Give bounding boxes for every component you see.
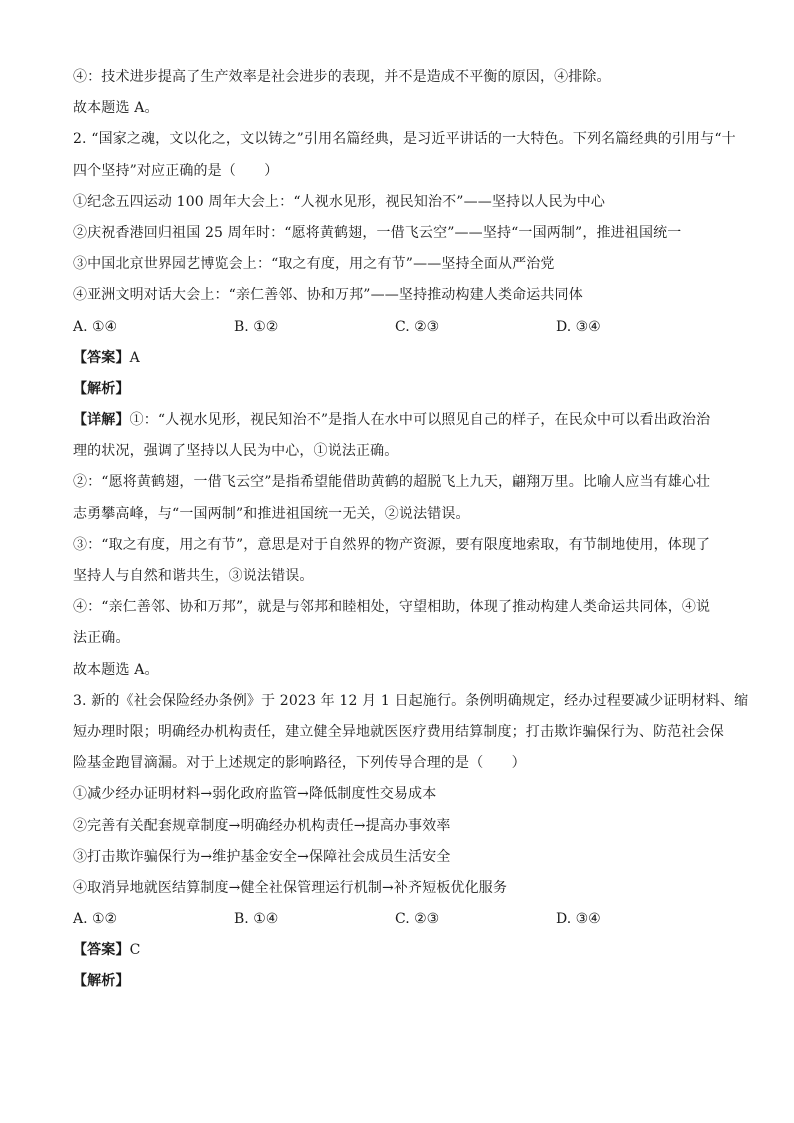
option-c: C. ②③ bbox=[395, 318, 440, 335]
option-c: C. ②③ bbox=[395, 911, 440, 928]
answer-tag: 【答案】 bbox=[73, 349, 130, 366]
analysis-line bbox=[73, 374, 723, 405]
answer-line bbox=[73, 343, 723, 374]
answer-value: A bbox=[129, 349, 140, 366]
detail-text: ①：“人视水见形，视民知治不”是指人在水中可以照见自己的样子，在民众中可以看出政治治 bbox=[129, 412, 711, 429]
question-2-options bbox=[73, 312, 723, 343]
question-2-stem: 2. “国家之魂，文以化之，文以铸之”引用名篇经典，是习近平讲话的一大特色。下列名篇经典的引用与“十 bbox=[73, 131, 736, 148]
statement-4: ④取消异地就医结算制度→健全社保管理运行机制→补齐短板优化服务 bbox=[73, 879, 508, 896]
detail-tag: 【详解】 bbox=[73, 412, 130, 429]
text-line: ④：技术进步提高了生产效率是社会进步的表现，并不是造成不平衡的原因，④排除。 bbox=[73, 69, 611, 85]
detail-text: ④：“亲仁善邻、协和万邦”，就是与邻邦和睦相处，守望相助，体现了推动构建人类命运共同体，④说 bbox=[73, 599, 711, 616]
question-3-stem: 3. 新的《社会保险经办条例》于 2023 年 12 月 1 日起施行。条例明确规定，经办过程要减少证明材料、缩 bbox=[73, 692, 749, 709]
statement-1: ①减少经办证明材料→弱化政府监管→降低制度性交易成本 bbox=[73, 786, 437, 803]
question-3-stem-cont: 险基金跑冒滴漏。对于上述规定的影响路径，下列传导合理的是（ ） bbox=[73, 755, 526, 772]
answer-tag: 【答案】 bbox=[73, 942, 130, 959]
analysis-tag: 【解析】 bbox=[73, 973, 130, 990]
detail-text: 坚持人与自然和谐共生，③说法错误。 bbox=[73, 568, 314, 584]
statement-4: ④亚洲文明对话大会上：“亲仁善邻、协和万邦”——坚持推动构建人类命运共同体 bbox=[73, 287, 583, 304]
document-page bbox=[73, 62, 749, 998]
answer-value: C bbox=[129, 942, 141, 959]
text-line: 故本题选 A。 bbox=[73, 100, 159, 117]
detail-text: 志勇攀高峰，与“一国两制”和推进祖国统一无关，②说法错误。 bbox=[73, 505, 470, 522]
question-3-stem-cont: 短办理时限；明确经办机构责任，建立健全异地就医医疗费用结算制度；打击欺诈骗保行为、防范社会保 bbox=[73, 723, 724, 740]
option-b: B. ①② bbox=[234, 318, 279, 335]
analysis-tag: 【解析】 bbox=[73, 380, 130, 397]
statement-3: ③打击欺诈骗保行为→维护基金安全→保障社会成员生活安全 bbox=[73, 848, 451, 865]
detail-text: 理的状况，强调了坚持以人民为中心，①说法正确。 bbox=[73, 443, 399, 460]
statement-2: ②完善有关配套规章制度→明确经办机构责任→提高办事效率 bbox=[73, 817, 451, 834]
question-2-stem-cont: 四个坚持”对应正确的是（ ） bbox=[73, 162, 279, 179]
question-3-options bbox=[73, 904, 723, 935]
option-a: A. ①② bbox=[73, 911, 118, 928]
detail-text: ②：“愿将黄鹤翅，一借飞云空”是指希望能借助黄鹤的超脱飞上九天，翩翔万里。比喻人应当有雄心壮 bbox=[73, 474, 711, 491]
answer-line bbox=[73, 935, 723, 966]
detail-line bbox=[73, 405, 723, 436]
option-b: B. ①④ bbox=[234, 911, 279, 928]
conclusion-text: 故本题选 A。 bbox=[73, 661, 159, 678]
detail-text: 法正确。 bbox=[73, 630, 130, 647]
statement-1: ①纪念五四运动 100 周年大会上：“人视水见形，视民知治不”——坚持以人民为中心 bbox=[73, 193, 606, 210]
option-a: A. ①④ bbox=[73, 318, 118, 335]
detail-text: ③：“取之有度，用之有节”，意思是对于自然界的物产资源，要有限度地索取，有节制地使用，体现了 bbox=[73, 536, 711, 553]
statement-3: ③中国北京世界园艺博览会上：“取之有度，用之有节”——坚持全面从严治党 bbox=[73, 256, 555, 273]
statement-2: ②庆祝香港回归祖国 25 周年时：“愿将黄鹤翅，一借飞云空”——坚持“一国两制”，推进祖国统一 bbox=[73, 224, 682, 241]
analysis-line bbox=[73, 966, 723, 997]
option-d: D. ③④ bbox=[556, 318, 601, 335]
option-d: D. ③④ bbox=[556, 911, 601, 928]
